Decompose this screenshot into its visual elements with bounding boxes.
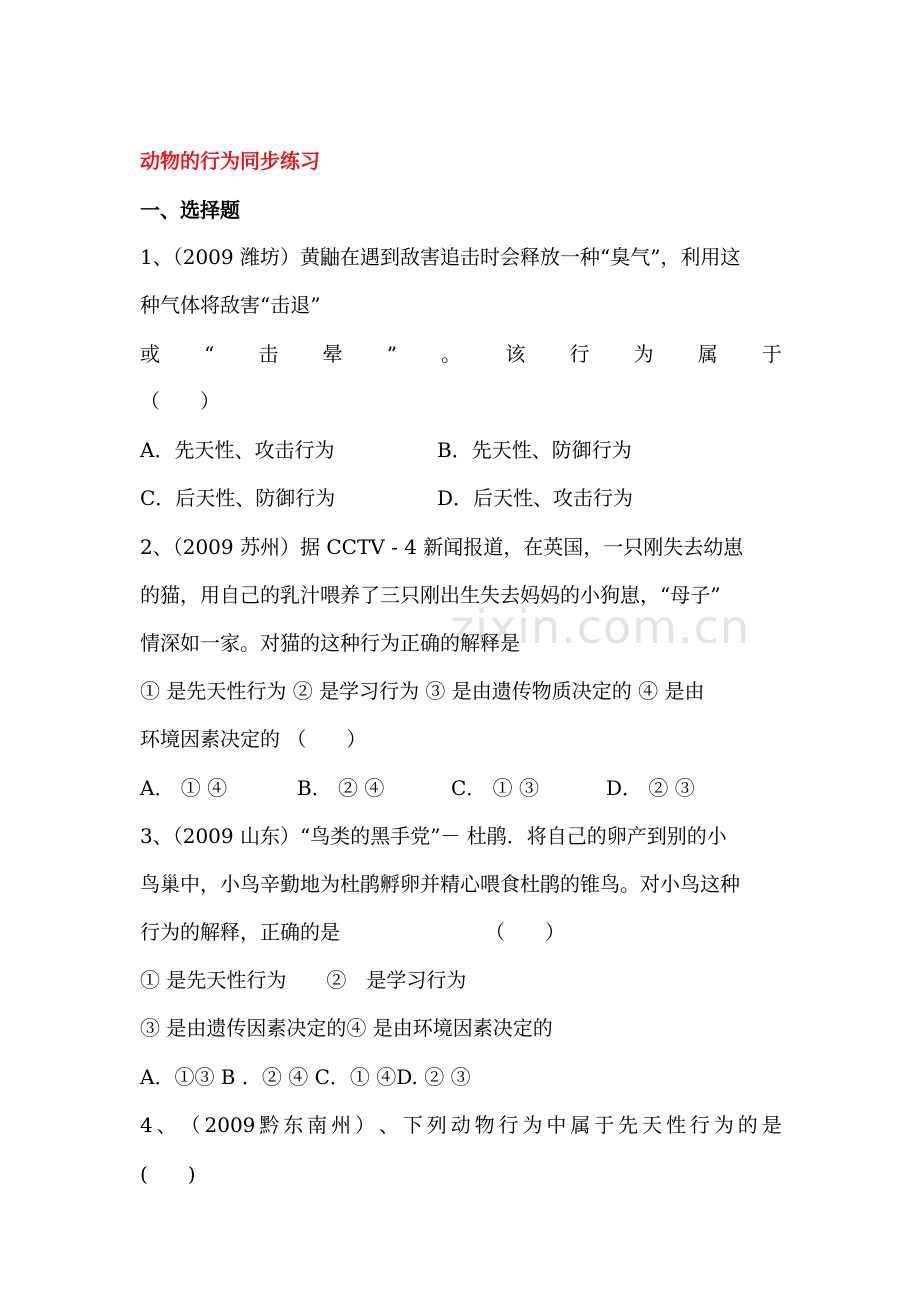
char: 是: [761, 1113, 782, 1137]
option-d: D．后天性、攻击行为: [437, 486, 634, 510]
option-b: B． ② ④: [297, 776, 385, 800]
char: 晕: [322, 342, 343, 366]
option-a: A．先天性、攻击行为: [140, 438, 335, 462]
question-3-line-1: 3、（2009 山东）“鸟类的黑手党”－ 杜鹃．将自己的卵产到别的小: [140, 824, 727, 848]
char: 该: [505, 342, 526, 366]
char: 州: [331, 1113, 352, 1137]
char: ”: [386, 342, 398, 366]
question-3-line-3: [140, 918, 782, 946]
question-4-answer-paren: ( ): [140, 1162, 196, 1186]
char: 黔: [259, 1113, 280, 1137]
question-3-line-4: ① 是先天性行为 ② 是学习行为: [140, 968, 467, 992]
question-1-line-1: 1、（2009 潍坊）黄鼬在遇到敌害追击时会释放一种“臭气”，利用这: [140, 245, 741, 269]
watermark: zixin.com.cn: [450, 600, 751, 654]
char: 下: [402, 1113, 423, 1137]
question-3-line-2: 鸟巢中，小鸟辛勤地为杜鹃孵卵并精心喂食杜鹃的锥鸟。对小鸟这种: [140, 872, 740, 896]
char: 为: [713, 1113, 734, 1137]
question-1-answer-paren: （ ）: [140, 389, 220, 413]
char: 性: [666, 1113, 686, 1137]
char: 。: [441, 342, 462, 366]
char: 天: [642, 1113, 663, 1137]
question-2-line-5: 环境因素决定的 （ ）: [140, 727, 367, 751]
question-1-line-2: 种气体将敌害“击退”: [140, 293, 321, 317]
char: 行: [569, 342, 590, 366]
char: 的: [737, 1113, 758, 1137]
question-1-line-3: [140, 340, 782, 368]
question-3-stem-end: 行为的解释，正确的是: [140, 920, 340, 944]
char: 击: [258, 342, 279, 366]
option-c: C． ① ③: [451, 776, 540, 800]
char: 属: [570, 1113, 591, 1137]
section-heading: 一、选择题: [140, 198, 240, 222]
option-c: C．后天性、防御行为: [140, 486, 336, 510]
char: 列: [426, 1113, 447, 1137]
char: 物: [474, 1113, 495, 1137]
question-2-line-2: 的猫，用自己的乳汁喂养了三只刚出生失去妈妈的小狗崽，“母子”: [140, 583, 721, 607]
question-2-line-1: 2、（2009 苏州）据 CCTV - 4 新闻报道，在英国，一只刚失去幼崽: [140, 535, 744, 559]
char: ）: [355, 1113, 376, 1137]
question-2-line-4: ① 是先天性行为 ② 是学习行为 ③ 是由遗传物质决定的 ④ 是由: [140, 679, 705, 703]
char: 为: [633, 342, 654, 366]
char: （: [180, 1113, 201, 1137]
char: “: [204, 342, 215, 366]
char: 为: [522, 1113, 543, 1137]
char: 属: [697, 342, 718, 366]
char: 于: [594, 1113, 615, 1137]
option-d: D． ② ③: [606, 776, 695, 800]
option-a: A． ① ④: [140, 776, 228, 800]
char: 东: [283, 1113, 304, 1137]
char: 、: [156, 1113, 177, 1137]
char: 南: [307, 1113, 328, 1137]
char: 行: [689, 1113, 710, 1137]
char: 动: [450, 1113, 471, 1137]
char: 于: [761, 342, 782, 366]
char: 行: [498, 1113, 519, 1137]
page-title: 动物的行为同步练习: [140, 149, 320, 173]
question-3-options: A．①③ B ．② ④ C．① ④D. ② ③: [140, 1065, 471, 1089]
question-3-line-5: ③ 是由遗传因素决定的④ 是由环境因素决定的: [140, 1016, 553, 1040]
char: 2009: [204, 1113, 256, 1137]
char: 或: [140, 342, 160, 366]
question-3-answer-paren: （ ）: [485, 920, 565, 944]
char: 先: [618, 1113, 639, 1137]
question-4-line-1: [140, 1111, 782, 1139]
char: 4: [140, 1113, 153, 1137]
char: 中: [546, 1113, 567, 1137]
question-2-line-3: 情深如一家。对猫的这种行为正确的解释是: [140, 631, 520, 655]
char: 、: [378, 1113, 399, 1137]
option-b: B．先天性、防御行为: [437, 438, 632, 462]
